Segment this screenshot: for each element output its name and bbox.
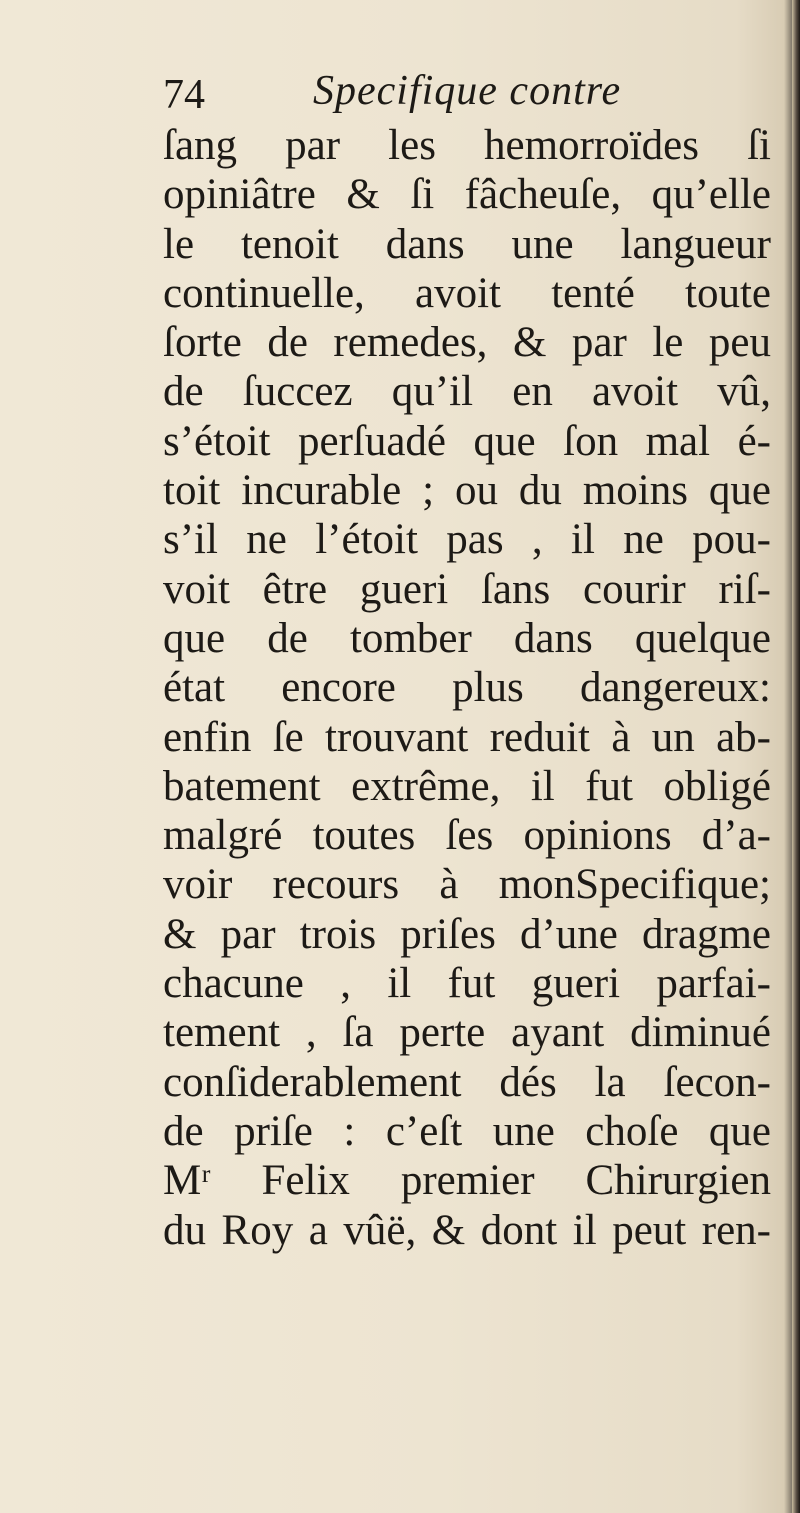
text-line: toit incurable ; ou du moins que	[163, 467, 771, 515]
text-line: de ſuccez qu’il en avoit vû,	[163, 368, 771, 416]
body-text	[163, 121, 771, 1255]
text-line: batement extrême, il fut obligé	[163, 762, 771, 810]
text-line: du Roy a vûë, & dont il peut ren-	[163, 1206, 771, 1254]
text-line: s’il ne l’étoit pas , il ne pou-	[163, 516, 771, 564]
page-number: 74	[163, 72, 205, 118]
text-line: Mʳ Felix premier Chirurgien	[163, 1157, 771, 1205]
text-line: opiniâtre & ſi fâcheuſe, qu’elle	[163, 171, 771, 219]
text-line: tement , ſa perte ayant diminué	[163, 1009, 771, 1057]
text-line: continuelle, avoit tenté toute	[163, 269, 771, 317]
page-edge-shadow	[792, 0, 800, 1513]
text-line: s’étoit perſuadé que ſon mal é-	[163, 417, 771, 465]
text-line: enfin ſe trouvant reduit à un ab-	[163, 713, 771, 761]
text-line: malgré toutes ſes opinions d’a-	[163, 812, 771, 860]
text-line: & par trois priſes d’une dragme	[163, 910, 771, 958]
text-line: voit être gueri ſans courir riſ-	[163, 565, 771, 613]
text-line: conſiderablement dés la ſecon-	[163, 1058, 771, 1106]
text-line: que de tomber dans quelque	[163, 614, 771, 662]
text-line: le tenoit dans une langueur	[163, 220, 771, 268]
running-title: Specifique contre	[313, 68, 622, 114]
text-line: ſang par les hemorroïdes ſi	[163, 122, 771, 169]
text-line: état encore plus dangereux:	[163, 664, 771, 712]
running-head	[163, 66, 763, 126]
text-line: ſorte de remedes, & par le peu	[163, 319, 771, 367]
text-line: chacune , il fut gueri parfai-	[163, 960, 771, 1008]
text-line: de priſe : c’eſt une choſe que	[163, 1107, 771, 1155]
text-line: voir recours à monSpecifique;	[163, 861, 771, 909]
